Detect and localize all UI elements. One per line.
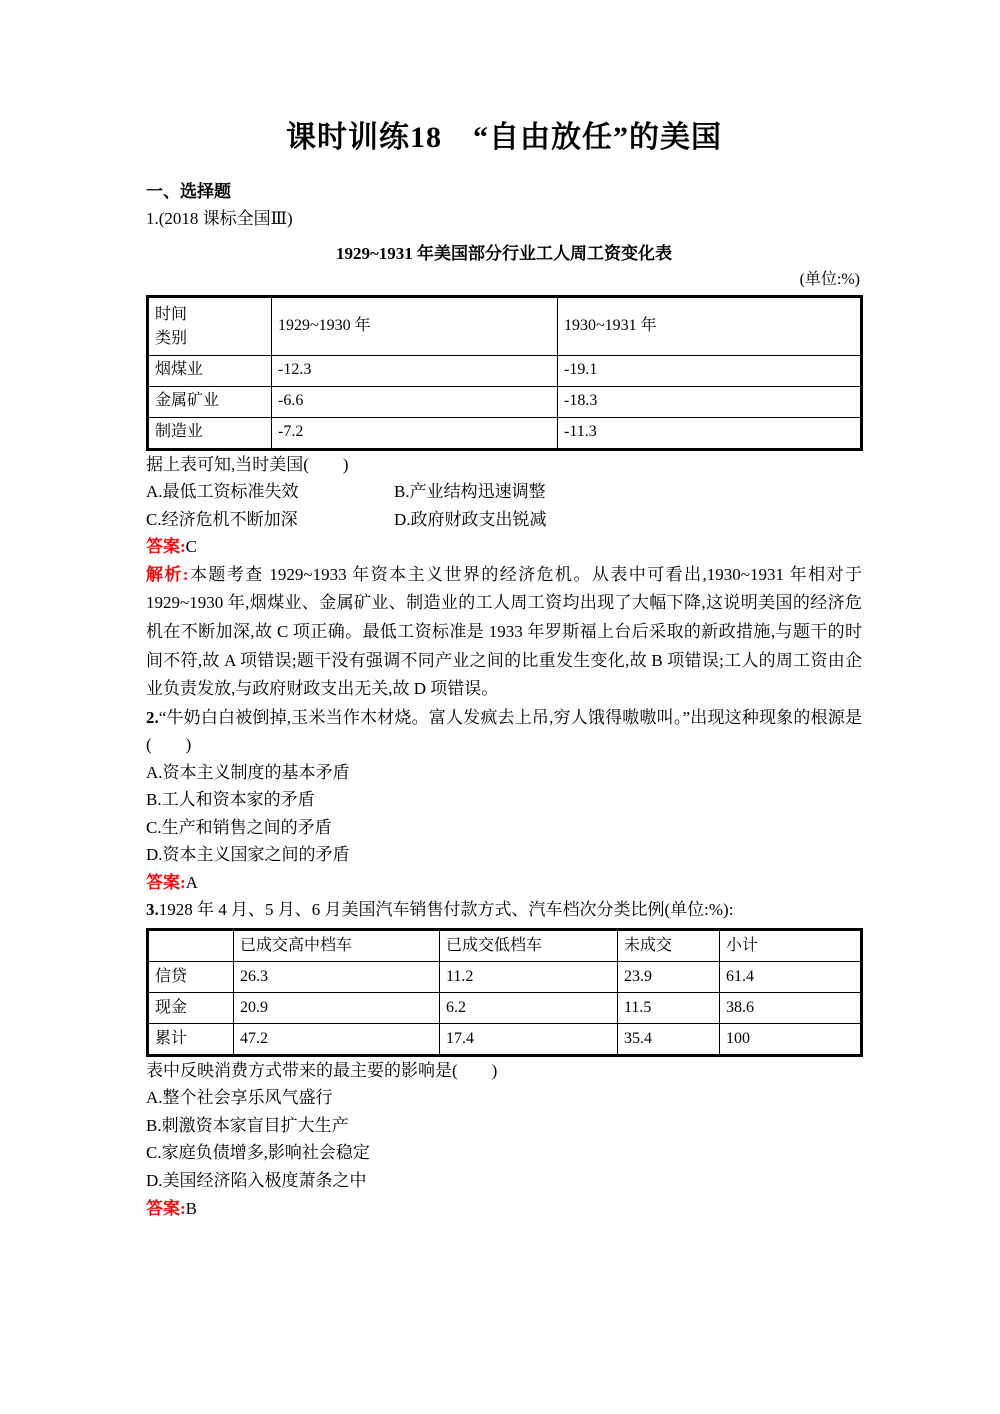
option-1-c[interactable]: C.经济危机不断加深 xyxy=(146,509,298,529)
cell-value: 17.4 xyxy=(440,1023,618,1055)
section-heading: 一、选择题 xyxy=(146,182,231,201)
question-1-options-row-2 xyxy=(146,506,862,534)
cell-value: 38.6 xyxy=(720,992,862,1023)
cell-value: 23.9 xyxy=(618,961,720,992)
table-row xyxy=(148,417,862,449)
table-row xyxy=(148,961,862,992)
option-3-c[interactable]: C.家庭负债增多,影响社会稳定 xyxy=(146,1143,370,1163)
question-3-stem xyxy=(146,896,862,924)
car-sales-table xyxy=(146,928,863,1057)
corner-label-bottom: 类别 xyxy=(155,329,188,347)
cell-value: 47.2 xyxy=(234,1023,440,1055)
cell-value: -7.2 xyxy=(272,417,558,449)
row-label: 金属矿业 xyxy=(148,386,272,417)
cell-value: 6.2 xyxy=(440,992,618,1023)
option-1-d[interactable]: D.政府财政支出锐减 xyxy=(394,509,547,529)
table-row xyxy=(148,992,862,1023)
row-label: 信贷 xyxy=(148,961,234,992)
option-3-b[interactable]: B.刺激资本家盲目扩大生产 xyxy=(146,1115,349,1135)
table-2-col-1-header: 已成交高中档车 xyxy=(234,929,440,961)
table-2-col-2-header: 已成交低档车 xyxy=(440,929,618,961)
answer-value: B xyxy=(185,1198,198,1218)
answer-value: C xyxy=(185,537,198,557)
explanation-text: 本题考查 1929~1933 年资本主义世界的经济危机。从表中可看出,1930~1931 年相对于 1929~1930 年,烟煤业、金属矿业、制造业的工人周工资均出现了大幅下降,这说明美国的经济危机在不断加深,故 C 项正确。最低工资标准是 1933 年罗斯福上台后采取的新政措施,与题干的时间不符,故 A 项错误;题干没有强调不同产业之间的比重发生变化,故 B 项错误;工人的周工资由企业负责发放,与政府财政支出无关,故 D 项错误。 xyxy=(146,564,862,699)
cell-value: 26.3 xyxy=(234,961,440,992)
table-1-col-2-header xyxy=(558,297,862,355)
question-1-source: 1.(2018 课标全国Ⅲ) xyxy=(146,209,293,229)
cell-value: -6.6 xyxy=(272,386,558,417)
option-2-a[interactable]: A.资本主义制度的基本矛盾 xyxy=(146,762,350,782)
question-3-text: 1928 年 4 月、5 月、6 月美国汽车销售付款方式、汽车档次分类比例(单位:%): xyxy=(158,900,734,920)
table-row-header xyxy=(148,297,862,355)
option-2-b[interactable]: B.工人和资本家的矛盾 xyxy=(146,790,315,810)
question-1-stem: 据上表可知,当时美国( ) xyxy=(146,454,349,474)
row-label: 累计 xyxy=(148,1023,234,1055)
table-2-corner-cell xyxy=(148,929,234,961)
question-1-answer xyxy=(146,533,862,561)
table-1-corner-cell xyxy=(148,297,272,355)
question-2-stem xyxy=(146,704,862,759)
table-row xyxy=(148,386,862,417)
col-header-text: 1929~1930 年 xyxy=(278,317,371,335)
cell-value: 11.2 xyxy=(440,961,618,992)
option-1-a[interactable]: A.最低工资标准失效 xyxy=(146,482,299,502)
question-2-answer xyxy=(146,869,862,897)
cell-value: 35.4 xyxy=(618,1023,720,1055)
question-2-text: “牛奶白白被倒掉,玉米当作木材烧。富人发疯去上吊,穷人饿得嗷嗷叫。”出现这种现象的根源是( ) xyxy=(146,707,862,755)
option-3-d[interactable]: D.美国经济陷入极度萧条之中 xyxy=(146,1170,367,1190)
question-3-answer xyxy=(146,1195,862,1223)
row-label: 烟煤业 xyxy=(148,355,272,386)
option-2-d[interactable]: D.资本主义国家之间的矛盾 xyxy=(146,845,350,865)
answer-value: A xyxy=(185,872,198,892)
question-3-sub-question: 表中反映消费方式带来的最主要的影响是( ) xyxy=(146,1060,498,1080)
explanation-label: 解析: xyxy=(146,564,189,584)
question-3-number: 3. xyxy=(146,900,159,920)
table-1-unit-label: (单位:%) xyxy=(799,271,860,289)
row-label: 现金 xyxy=(148,992,234,1023)
question-1-explanation xyxy=(146,561,862,704)
cell-value: -11.3 xyxy=(558,417,862,449)
answer-label: 答案: xyxy=(146,872,186,892)
table-1-title: 1929~1931 年美国部分行业工人周工资变化表 xyxy=(335,243,673,263)
corner-label-top: 时间 xyxy=(155,306,188,324)
cell-value: -12.3 xyxy=(272,355,558,386)
table-2-col-3-header: 未成交 xyxy=(618,929,720,961)
answer-label: 答案: xyxy=(146,1198,186,1218)
cell-value: -19.1 xyxy=(558,355,862,386)
cell-value: 11.5 xyxy=(618,992,720,1023)
table-2-col-4-header: 小计 xyxy=(720,929,862,961)
question-1-options-row-1 xyxy=(146,478,862,506)
cell-value: 20.9 xyxy=(234,992,440,1023)
cell-value: 100 xyxy=(720,1023,862,1055)
page-content xyxy=(146,0,862,1222)
table-row xyxy=(148,355,862,386)
option-2-c[interactable]: C.生产和销售之间的矛盾 xyxy=(146,817,332,837)
row-label: 制造业 xyxy=(148,417,272,449)
table-row-header xyxy=(148,929,862,961)
question-2-number: 2. xyxy=(146,707,159,727)
option-3-a[interactable]: A.整个社会享乐风气盛行 xyxy=(146,1088,333,1108)
option-1-b[interactable]: B.产业结构迅速调整 xyxy=(394,482,546,502)
answer-label: 答案: xyxy=(146,537,186,557)
col-header-text: 1930~1931 年 xyxy=(564,317,657,335)
cell-value: -18.3 xyxy=(558,386,862,417)
page-title: 课时训练18 “自由放任”的美国 xyxy=(286,121,722,154)
table-1-col-1-header xyxy=(272,297,558,355)
wage-change-table xyxy=(146,295,863,450)
cell-value: 61.4 xyxy=(720,961,862,992)
table-row xyxy=(148,1023,862,1055)
